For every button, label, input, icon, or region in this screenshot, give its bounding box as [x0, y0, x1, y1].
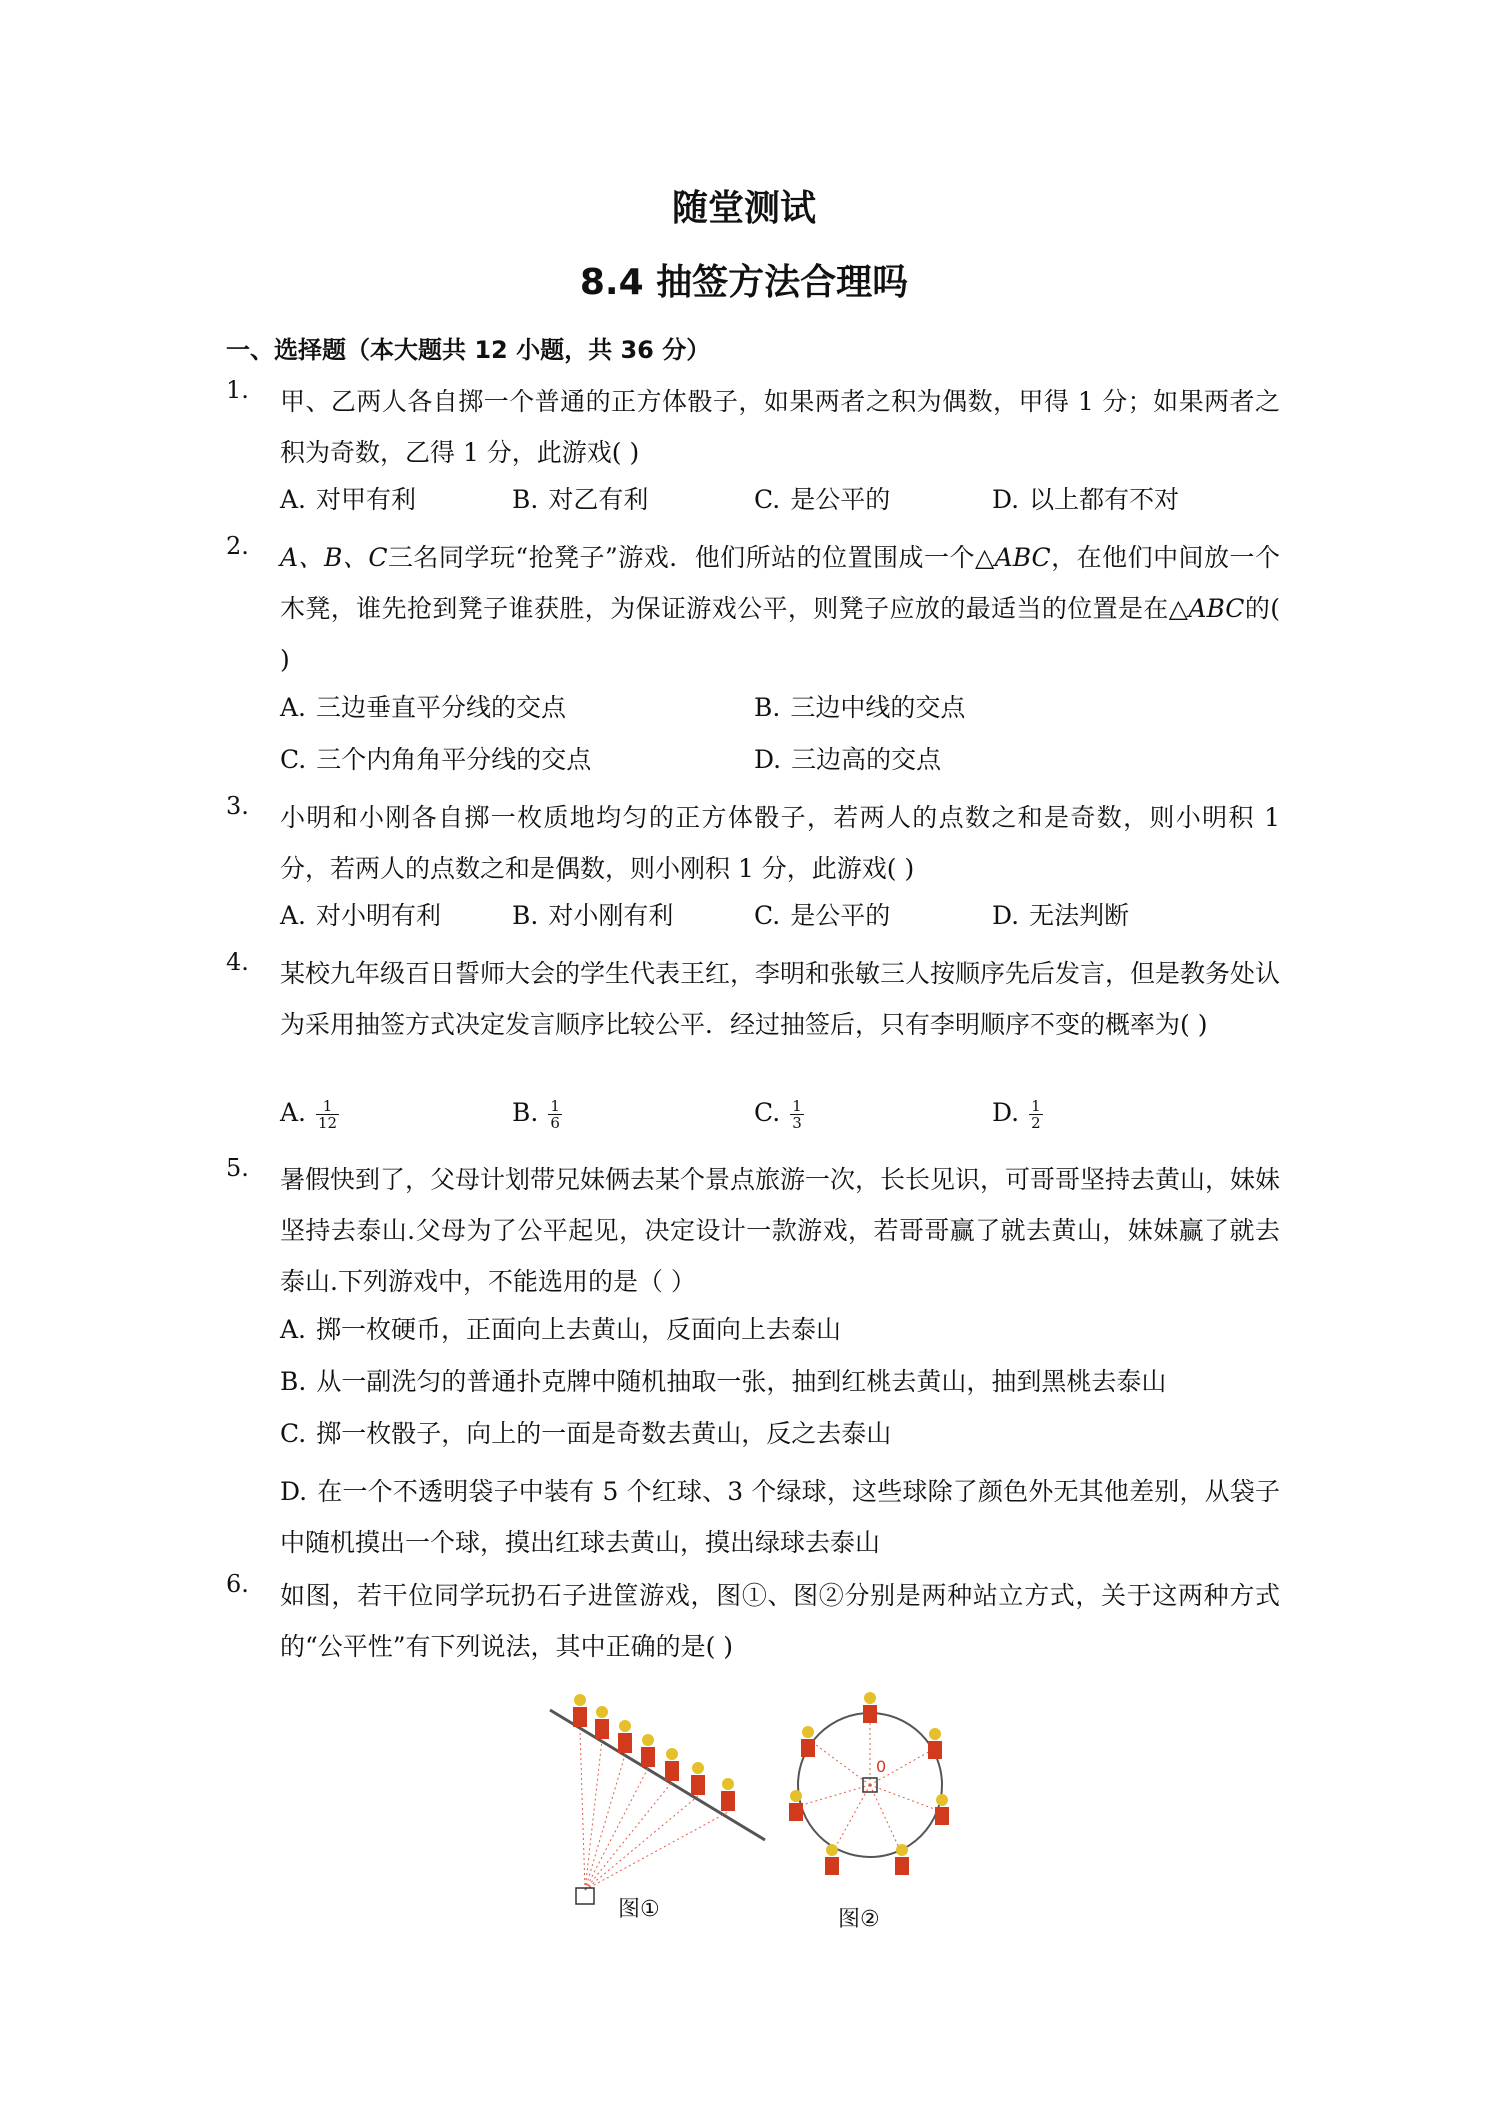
players-row: [573, 1694, 735, 1811]
slope-line: [550, 1710, 765, 1840]
page-subtitle: 8.4 抽签方法合理吗: [579, 262, 909, 303]
option-c[interactable]: C. $\frac{1}{3}$: [754, 1097, 802, 1132]
question-number: 4.: [226, 948, 249, 976]
question-6-figure: [540, 1670, 980, 1930]
option-c[interactable]: C. 是公平的: [754, 485, 891, 514]
fraction: $\frac{1}{2}$: [1031, 1097, 1041, 1132]
question-number: 2.: [226, 532, 249, 560]
fraction: $\frac{1}{12}$: [318, 1097, 338, 1132]
question-number: 6.: [226, 1570, 249, 1598]
option-a[interactable]: A. 掷一枚硬币，正面向上去黄山，反面向上去泰山: [280, 1315, 842, 1344]
center-label: 0: [876, 1757, 887, 1776]
option-b[interactable]: B. 从一副洗匀的普通扑克牌中随机抽取一张，抽到红桃去黄山，抽到黑桃去泰山: [280, 1367, 1167, 1396]
option-b[interactable]: B. 三边中线的交点: [754, 693, 966, 722]
basket-1: [576, 1888, 594, 1904]
question-text: A、B、C三名同学玩“抢凳子”游戏．他们所站的位置围成一个△ABC，在他们中间放一个木凳，谁先抢到凳子谁获胜，为保证游戏公平，则凳子应放的最适当的位置是在△ABC的( ): [280, 543, 1280, 674]
figure-illustration: [540, 1670, 980, 1930]
option-b[interactable]: B. 对乙有利: [512, 485, 649, 514]
option-c[interactable]: C. 掷一枚骰子，向上的一面是奇数去黄山，反之去泰山: [280, 1419, 892, 1448]
option-b[interactable]: B. $\frac{1}{6}$: [512, 1097, 560, 1132]
option-b[interactable]: B. 对小刚有利: [512, 901, 674, 930]
figure-1-caption: 图①: [618, 1897, 660, 1922]
option-d[interactable]: D. $\frac{1}{2}$: [992, 1097, 1041, 1132]
question-text: 甲、乙两人各自掷一个普通的正方体骰子，如果两者之积为偶数，甲得 1 分；如果两者之积为奇数，乙得 1 分，此游戏( ): [280, 387, 1280, 467]
figure-2-diagram: [789, 1692, 949, 1875]
option-a[interactable]: A. 对甲有利: [280, 485, 417, 514]
option-c[interactable]: C. 是公平的: [754, 901, 891, 930]
question-text: 如图，若干位同学玩扔石子进筐游戏，图①、图②分别是两种站立方式，关于这两种方式的“公平性”有下列说法，其中正确的是( ): [280, 1581, 1280, 1661]
figure-1-diagram: [550, 1694, 765, 1904]
question-text: 小明和小刚各自掷一枚质地均匀的正方体骰子，若两人的点数之和是奇数，则小明积 1 分，若两人的点数之和是偶数，则小刚积 1 分，此游戏( ): [280, 803, 1280, 883]
fraction: $\frac{1}{3}$: [792, 1097, 802, 1132]
question-number: 1.: [226, 376, 249, 404]
option-a[interactable]: A. 三边垂直平分线的交点: [280, 693, 567, 722]
question-number: 5.: [226, 1154, 249, 1182]
option-d[interactable]: D. 无法判断: [992, 901, 1130, 930]
page-title: 随堂测试: [671, 188, 816, 229]
option-a[interactable]: A. 对小明有利: [280, 901, 442, 930]
question-text: 暑假快到了，父母计划带兄妹俩去某个景点旅游一次，长长见识，可哥哥坚持去黄山，妹妹坚持去泰山.父母为了公平起见，决定设计一款游戏，若哥哥赢了就去黄山，妹妹赢了就去泰山.下列游戏中，不能选用的是（ ）: [280, 1165, 1281, 1296]
question-text: 某校九年级百日誓师大会的学生代表王红，李明和张敏三人按顺序先后发言，但是教务处认为采用抽签方式决定发言顺序比较公平．经过抽签后，只有李明顺序不变的概率为( ): [280, 959, 1281, 1039]
section-heading: 一、选择题（本大题共 12 小题，共 36 分）: [226, 336, 711, 364]
option-c[interactable]: C. 三个内角角平分线的交点: [280, 745, 592, 774]
option-a[interactable]: A. $\frac{1}{12}$: [280, 1097, 338, 1132]
option-d[interactable]: D. 三边高的交点: [754, 745, 942, 774]
fraction: $\frac{1}{6}$: [550, 1097, 560, 1132]
players-circle: [789, 1692, 949, 1875]
figure-2-caption: 图②: [838, 1907, 880, 1932]
question-number: 3.: [226, 792, 249, 820]
radius-lines: [802, 1713, 937, 1850]
option-d[interactable]: D. 在一个不透明袋子中装有 5 个红球、3 个绿球，这些球除了颜色外无其他差别，从袋子中随机摸出一个球，摸出红球去黄山，摸出绿球去泰山: [280, 1477, 1280, 1557]
option-d[interactable]: D. 以上都有不对: [992, 485, 1180, 514]
